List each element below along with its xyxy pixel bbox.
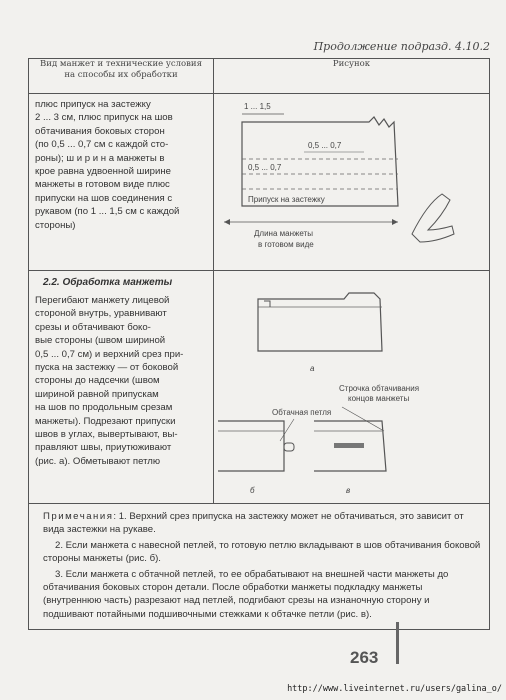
notes-title: Примечания [43,511,114,522]
length-label-1: Длина манжеты [254,229,313,238]
dim-top: 1 ... 1,5 [244,102,271,111]
col1-header: Вид манжет и технические условия на способы их обработки [29,59,214,94]
note-3: 3. Если манжета с обтачной петлей, то ее обрабатывают на внешней части манжеты до обтачивания боковых сторон детали. После обработки манжеты подкладку манжеты (внутреннюю часть) разрезают над петлей, подгибают срезы на изнаночную сторону и подшивают потайными подшивочными стежками к обтачке петли (рис. в). [43,568,449,620]
dim-left: 0,5 ... 0,7 [248,163,282,172]
row1-figure-cell [214,94,490,271]
fastener-label: Припуск на застежку [248,195,325,204]
running-head: Продолжение подразд. 4.10.2 [313,40,490,53]
row2-text: Перегибают манжету лицевой стороной внутрь, уравнивают срезы и обтачивают бoко- вые стороны (швом шириной 0,5 ... 0,7 см) и верхний срез при- пуска на застежку — от боковой стороны до надсечки (швом шириной равной припускам на шов по продольным срезам манжеты). Подрезают припуски швов в углах, вывертывают, вы- правляют швы, приутюживают (рис. а). Обметывают петлю [35,295,184,467]
row1-text-cell [29,94,214,271]
col2-header: Рисунок [214,59,490,94]
row2-text-cell [29,271,214,504]
source-url: http://www.liveinternet.ru/users/galina_o/ [287,684,502,694]
cuff-pattern-figure [214,94,491,266]
notes-cell [29,504,490,630]
stitch-label-2: концов манжеты [348,394,410,403]
note-1: : 1. Верхний срез припуска на застежку может не обтачиваться, это зависит от вида застежки на рукаве. [43,511,464,536]
row1-text: плюс припуск на застежку 2 ... 3 см, плюс припуск на шов обтачивания боковых сторон (по 0,5 ... 0,7 см с каждой сто- роны); ш и р и н а манжеты в крое равна удвоенной ширине манжеты в готовом виде плюс припуски на шов соединения с рукавом (по 1 ... 1,5 см с каждой стороны) [35,99,180,231]
spec-table [28,58,490,630]
notes [29,504,489,629]
page-rule [396,622,399,664]
page-number: 263 [350,648,379,667]
row2-figure-cell [214,271,490,504]
stitch-label-1: Строчка обтачивания [339,384,420,393]
length-label-2: в готовом виде [258,240,314,249]
note-2: 2. Если манжета с навесной петлей, то готовую петлю вкладывают в шов обтачивания боковой стороны манжеты (рис. б). [43,539,481,565]
loop-label: Обтачная петля [272,408,332,417]
figure-label-b: б [250,486,255,495]
figure-label-v: в [346,486,351,495]
dim-right: 0,5 ... 0,7 [308,141,342,150]
hand-icon [412,194,454,242]
cuff-processing-figure [214,271,491,499]
section-title: 2.2. Обработка манжеты [43,277,173,288]
figure-label-a: а [310,364,315,373]
